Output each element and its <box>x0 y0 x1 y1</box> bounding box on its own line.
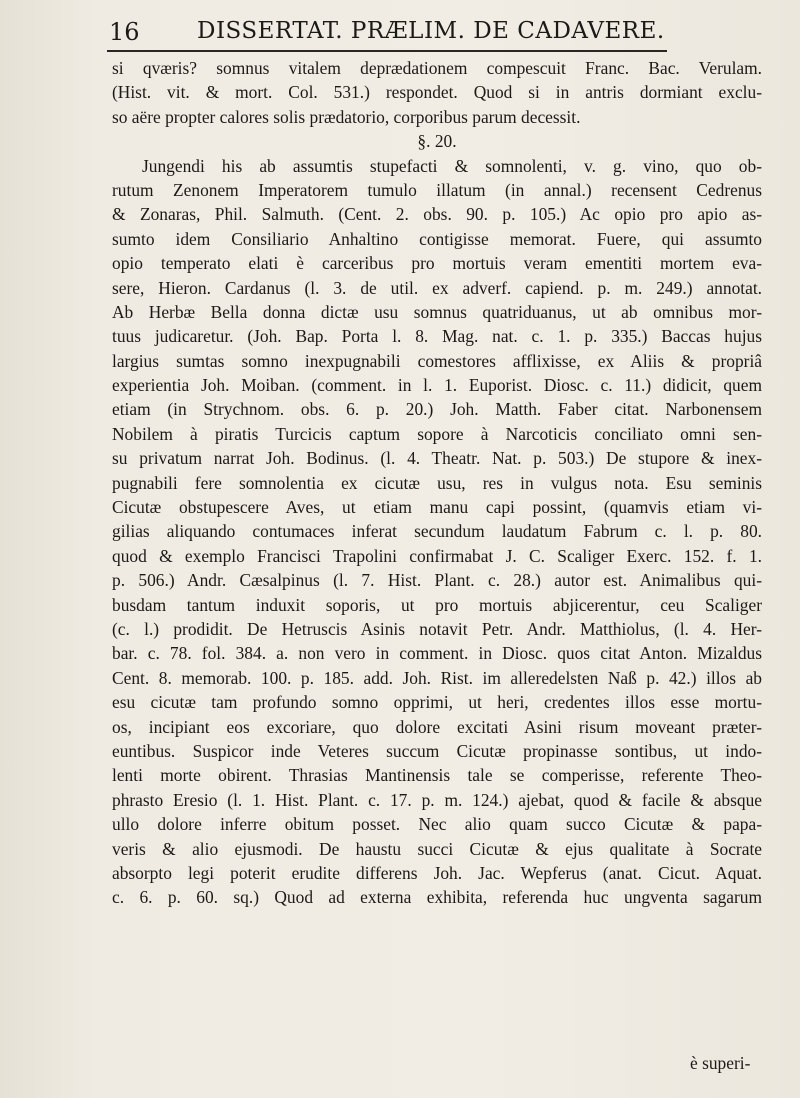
text-line: lenti morte obirent. Thrasias Mantinensis tale se comperisse, referente Theo- <box>112 765 762 786</box>
running-header <box>107 6 727 50</box>
text-line: Nobilem à piratis Turcicis captum sopore à Narcoticis conciliato omni sen- <box>112 423 762 444</box>
header-rule <box>107 50 667 52</box>
text-line: Cicutæ obstupescere Aves, ut etiam manu capi possint, (quamvis etiam vi- <box>112 497 762 518</box>
text-line: & Zonaras, Phil. Salmuth. (Cent. 2. obs. 90. p. 105.) Ac opio pro apio as- <box>112 204 762 225</box>
text-line: rutum Zenonem Imperatorem tumulo illatum (in annal.) recensent Cedrenus <box>112 179 762 200</box>
text-line: si qværis? somnus vitalem deprædationem compescuit Franc. Bac. Verulam. <box>112 58 762 78</box>
text-line: Jungendi his ab assumtis stupefacti & somnolenti, v. g. vino, quo ob- <box>142 155 762 176</box>
text-line: p. 506.) Andr. Cæsalpinus (l. 7. Hist. Plant. c. 28.) autor est. Animalibus qui- <box>112 570 762 591</box>
text-line: gilias aliquando contumaces inferat secundum laudatum Fabrum c. l. p. 80. <box>112 521 762 542</box>
text-line: tuus judicaretur. (Joh. Bap. Porta l. 8. Mag. nat. c. 1. p. 335.) Baccas hujus <box>112 326 762 347</box>
text-line: etiam (in Strychnom. obs. 6. p. 20.) Joh. Matth. Faber citat. Narbonensem <box>112 399 762 420</box>
catchword: è superi- <box>690 1053 751 1073</box>
text-line: bar. c. 78. fol. 384. a. non vero in comment. in Diosc. quos citat Anton. Mizaldus <box>112 643 762 664</box>
running-title: DISSERTAT. PRÆLIM. DE CADAVERE. <box>197 18 665 44</box>
text-line: Cent. 8. memorab. 100. p. 185. add. Joh. Rist. im alleredelsten Naß p. 42.) illos ab <box>112 667 762 688</box>
text-line: su privatum narrat Joh. Bodinus. (l. 4. Theatr. Nat. p. 503.) De stupore & inex- <box>112 448 762 469</box>
text-line: ullo dolore inferre obitum posset. Nec alio quam succo Cicutæ & papa- <box>112 814 762 835</box>
body-text <box>112 56 762 910</box>
text-line: opio temperato elati è carceribus pro mortuis veram ementiti mortem eva- <box>112 253 762 274</box>
page-number: 16 <box>109 18 140 46</box>
text-line: esu cicutæ tam profundo somno opprimi, ut heri, credentes illos esse mortu- <box>112 692 762 713</box>
text-line: busdam tantum induxit soporis, ut pro mortuis abjicerentur, ceu Scaliger <box>112 594 762 615</box>
text-line: Ab Herbæ Bella donna dictæ usu somnus quatriduanus, ut ab omnibus mor- <box>112 301 762 322</box>
text-line: os, incipiant eos excoriare, quo dolore excitati Asini risum moveant præter- <box>112 716 762 737</box>
text-line: euntibus. Suspicor inde Veteres succum Cicutæ propinasse sontibus, ut indo- <box>112 740 762 761</box>
text-line: veris & alio ejusmodi. De haustu succi Cicutæ & ejus qualitate à Socrate <box>112 838 762 859</box>
text-line: c. 6. p. 60. sq.) Quod ad externa exhibita, referenda huc ungventa sagarum <box>112 887 762 908</box>
text-line: sumto idem Consiliario Anhaltino contigisse memorat. Fuere, qui assumto <box>112 228 762 249</box>
text-line: pugnabili fere somnolentia ex cicutæ usu, res in vulgus nota. Esu seminis <box>112 472 762 493</box>
text-line: phrasto Eresio (l. 1. Hist. Plant. c. 17. p. m. 124.) ajebat, quod & facile & absque <box>112 789 762 810</box>
text-line: largius sumtas somno inexpugnabili comestores afflixisse, ex Aliis & propriâ <box>112 350 762 371</box>
text-line: quod & exemplo Francisci Trapolini confirmabat J. C. Scaliger Exerc. 152. f. 1. <box>112 545 762 566</box>
text-line: experientia Joh. Moiban. (comment. in l. 1. Euporist. Diosc. c. 11.) didicit, quem <box>112 375 762 396</box>
text-line: (c. l.) prodidit. De Hetruscis Asinis notavit Petr. Andr. Matthiolus, (l. 4. Her- <box>112 618 762 639</box>
text-line: sere, Hieron. Cardanus (l. 3. de util. ex adverf. capiend. p. m. 249.) annotat. <box>112 277 762 298</box>
text-line: (Hist. vit. & mort. Col. 531.) respondet. Quod si in antris dormiant exclu- <box>112 82 762 103</box>
text-line: so aëre propter calores solis prædatorio, corporibus parum decessit. <box>112 106 581 127</box>
section-number: §. 20. <box>417 131 457 152</box>
text-line: absorpto legi poterit erudite differens Joh. Jac. Wepferus (anat. Cicut. Aquat. <box>112 862 762 883</box>
